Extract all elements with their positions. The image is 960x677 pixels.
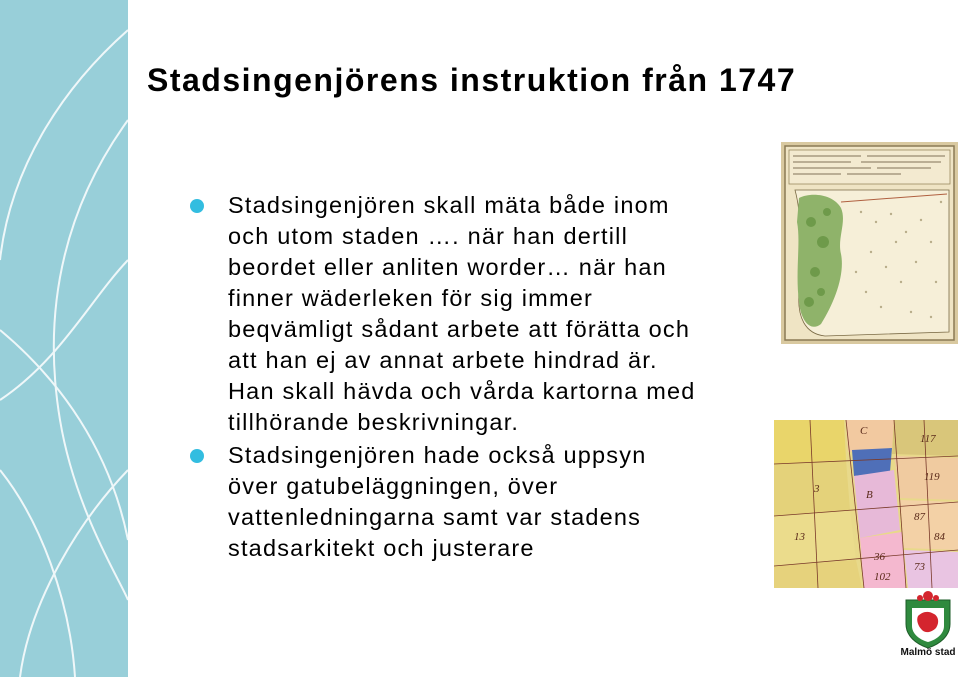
bullet-line: Stadsingenjören hade också uppsyn xyxy=(228,442,647,468)
svg-text:117: 117 xyxy=(920,433,936,445)
bullet-line: Han skall hävda och vårda kartorna med xyxy=(228,378,696,404)
bullet-list xyxy=(188,190,763,566)
svg-text:B: B xyxy=(866,489,873,501)
decorative-curves xyxy=(0,0,128,677)
bullet-line: finner wäderleken för sig immer xyxy=(228,285,594,311)
bullet-line: beqvämligt sådant arbete att förätta och xyxy=(228,316,691,342)
decorative-side-band xyxy=(0,0,128,677)
svg-text:36: 36 xyxy=(874,551,885,563)
svg-text:C: C xyxy=(860,425,868,437)
bullet-line: att han ej av annat arbete hindrad är. xyxy=(228,347,658,373)
plot-map-image xyxy=(774,420,958,588)
malmo-stad-logo-text: Malmö stad xyxy=(900,647,956,658)
bullet-dot-icon xyxy=(190,199,204,213)
bullet-line: Stadsingenjören skall mäta både inom xyxy=(228,192,670,218)
historical-map-image xyxy=(781,142,958,344)
svg-text:3: 3 xyxy=(814,483,820,495)
bullet-line: över gatubeläggningen, över xyxy=(228,473,559,499)
bullet-line: vattenledningarna samt var stadens xyxy=(228,504,642,530)
svg-text:87: 87 xyxy=(914,511,925,523)
bullet-item xyxy=(228,190,763,438)
svg-text:13: 13 xyxy=(794,531,805,543)
svg-text:73: 73 xyxy=(914,561,925,573)
svg-text:102: 102 xyxy=(874,571,891,583)
slide-title: Stadsingenjörens instruktion från 1747 xyxy=(147,62,797,98)
bullet-line: beordet eller anliten worder… när han xyxy=(228,254,667,280)
bullet-line: tillhörande beskrivningar. xyxy=(228,409,520,435)
bullet-line: stadsarkitekt och justerare xyxy=(228,535,535,561)
bullet-line: och utom staden …. när han dertill xyxy=(228,223,629,249)
bullet-item xyxy=(228,440,763,564)
svg-text:119: 119 xyxy=(924,471,940,483)
bullet-dot-icon xyxy=(190,449,204,463)
svg-text:84: 84 xyxy=(934,531,945,543)
